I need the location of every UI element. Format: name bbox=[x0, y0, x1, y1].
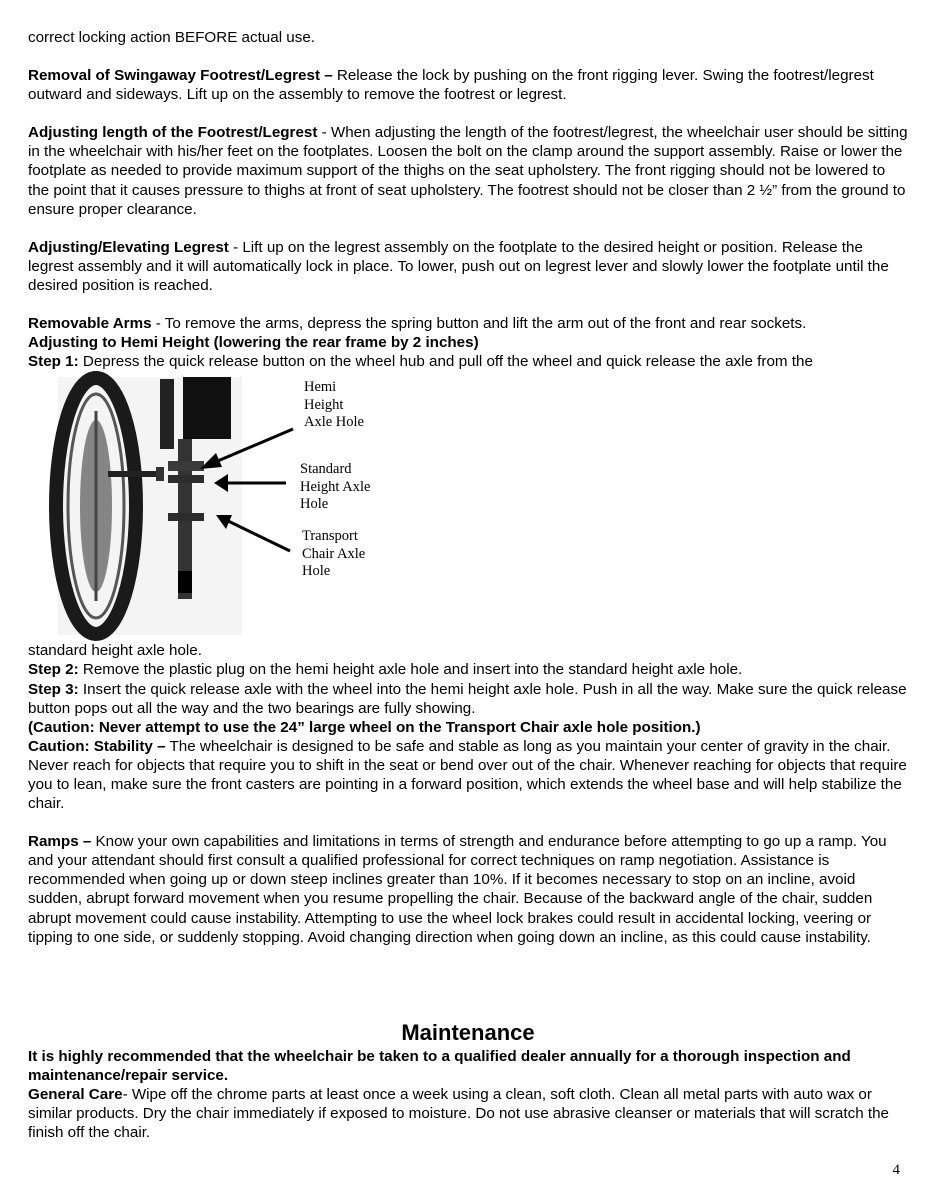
ramps-heading: Ramps – bbox=[28, 833, 92, 851]
page-number: 4 bbox=[892, 1162, 900, 1178]
stability-text: The wheelchair is designed to be safe and stable as long as you maintain your center of gravity in the chair. Never reach for objects that require you to shift in the seat or bend over out of the chair. Whenever reaching for objects that require you to lean, make sure the front casters are pointing in a forward position, which extends the wheel base and will help stabilize the chair. bbox=[28, 737, 907, 813]
arms-paragraph bbox=[28, 314, 908, 333]
ramps-text: Know your own capabilities and limitations in terms of strength and endurance before attempting to go up a ramp. You and your attendant should first consult a qualified professional for correct techniques on ramp negotiation. Assistance is recommended when going up or down steep inclines greater than 10%. If it becomes necessary to stop on an incline, avoid sudden, abrupt forward movement when you resume propelling the chair. Because of the backward angle of the chair, sudden abrupt movement could cause instability. Attempting to use the wheel lock brakes could result in accidental locking, veering or tipping to one side, or suddenly stopping. Avoid changing direction when going down an incline, as this could cause instability. bbox=[28, 833, 887, 946]
swingaway-text: Release the lock by pushing on the front rigging lever. Swing the footrest/legrest outward and sideways. Lift up on the assembly to remove the footrest or legrest. bbox=[28, 67, 874, 104]
step1-paragraph bbox=[28, 352, 908, 371]
elevating-heading: Adjusting/Elevating Legrest bbox=[28, 238, 229, 256]
step1-label: Step 1: bbox=[28, 353, 79, 371]
standard-height-label: Standard Height Axle Hole bbox=[300, 461, 371, 513]
swingaway-heading: Removal of Swingaway Footrest/Legrest – bbox=[28, 67, 333, 85]
stability-paragraph bbox=[28, 737, 908, 813]
maintenance-title: Maintenance bbox=[401, 1019, 535, 1045]
step3-label: Step 3: bbox=[28, 680, 79, 698]
general-care-text: - Wipe off the chrome parts at least once a week using a clean, soft cloth. Clean all metal parts with auto wax or similar products. Dry the chair immediately if exposed to moisture. Do not use abrasive cleanser or materials that will scratch the finish off the chair. bbox=[28, 1085, 889, 1142]
step1-continued: standard height axle hole. bbox=[28, 642, 202, 660]
caution-wheel: (Caution: Never attempt to use the 24” large wheel on the Transport Chair axle hole position.) bbox=[28, 718, 701, 736]
hemi-height-label: Hemi Height Axle Hole bbox=[304, 379, 364, 431]
general-care-heading: General Care bbox=[28, 1085, 123, 1103]
arms-text: - To remove the arms, depress the spring button and lift the arm out of the front and rear sockets. bbox=[151, 315, 807, 333]
adjust-length-paragraph bbox=[28, 123, 908, 218]
adjust-length-text: - When adjusting the length of the footrest/legrest, the wheelchair user should be sitting in the wheelchair with his/her feet on the footplates. Loosen the bolt on the clamp around the support assembly. Raise or lower the footplate as needed to provide maximum support of the thighs on the seat upholstery. The front rigging should not be lowered to the point that it causes pressure to thighs at front of seat upholstery. The footrest should not be closer than 2 ½” from the ground to ensure proper clearance. bbox=[28, 124, 908, 218]
general-care-paragraph bbox=[28, 1085, 908, 1142]
swingaway-paragraph bbox=[28, 66, 908, 104]
step2-label: Step 2: bbox=[28, 661, 79, 679]
hemi-heading: Adjusting to Hemi Height (lowering the rear frame by 2 inches) bbox=[28, 334, 479, 352]
transport-chair-label: Transport Chair Axle Hole bbox=[302, 528, 366, 580]
step3-text: Insert the quick release axle with the wheel into the hemi height axle hole. Push in all the way. Make sure the quick release button pops out all the way and the two bearings are fully showing. bbox=[28, 680, 907, 717]
ramps-paragraph bbox=[28, 832, 908, 947]
step2-paragraph bbox=[28, 660, 908, 679]
maintenance-recommendation: It is highly recommended that the wheelchair be taken to a qualified dealer annually for a thorough inspection and maintenance/repair service. bbox=[28, 1047, 851, 1084]
elevating-text: - Lift up on the legrest assembly on the footplate to the desired height or position. Release the legrest assembly and it will automatically lock in place. To lower, push out on legrest lever and slowly lower the footplate until the desired position is reached. bbox=[28, 238, 889, 294]
elevating-paragraph bbox=[28, 238, 908, 295]
arms-heading: Removable Arms bbox=[28, 315, 152, 333]
intro-text: correct locking action BEFORE actual use. bbox=[28, 29, 315, 46]
axle-hole-figure bbox=[28, 371, 908, 641]
stability-heading: Caution: Stability – bbox=[28, 737, 166, 755]
document-page bbox=[28, 0, 908, 1142]
adjust-length-heading: Adjusting length of the Footrest/Legrest bbox=[28, 124, 318, 142]
step3-paragraph bbox=[28, 680, 908, 718]
step1-text: Depress the quick release button on the wheel hub and pull off the wheel and quick release the axle from the bbox=[78, 353, 813, 371]
step2-text: Remove the plastic plug on the hemi height axle hole and insert into the standard height axle hole. bbox=[78, 661, 743, 679]
